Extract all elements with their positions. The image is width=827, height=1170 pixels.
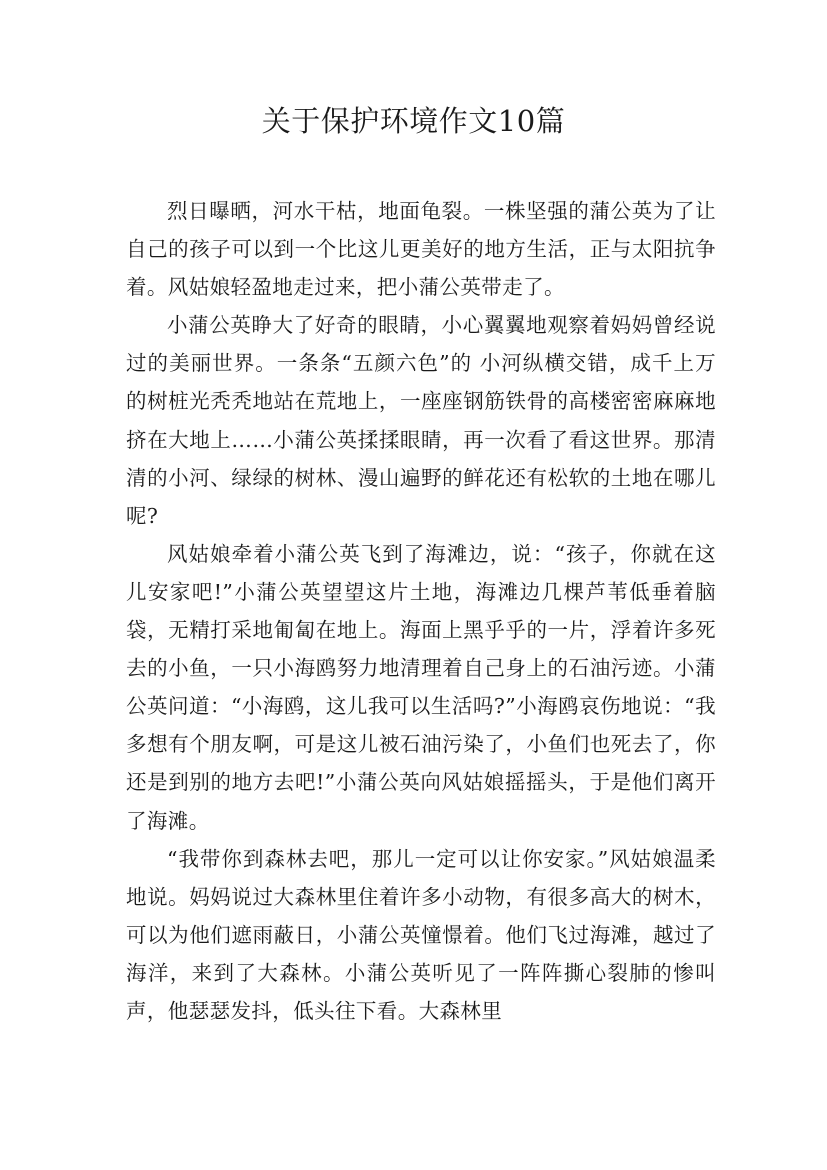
document-body xyxy=(126,192,716,1030)
paragraph: “我带你到森林去吧，那儿一定可以让你安家。”风姑娘温柔地说。妈妈说过大森林里住着许多小动物，有很多高大的树木，可以为他们遮雨蔽日，小蒲公英憧憬着。他们飞过海滩，越过了海洋，来到了大森林。小蒲公英听见了一阵阵撕心裂肺的惨叫声，他瑟瑟发抖，低头往下看。大森林里 xyxy=(126,846,716,1023)
paragraph: 小蒲公英睁大了好奇的眼睛，小心翼翼地观察着妈妈曾经说过的美丽世界。一条条“五颜六色”的 小河纵横交错，成千上万的树桩光秃秃地站在荒地上，一座座钢筋铁骨的高楼密密麻麻地挤在大地上……小蒲公英揉揉眼睛，再一次看了看这世界。那清清的小河、绿绿的树林、漫山遍野的鲜花还有松软的土地在哪儿呢? xyxy=(126,313,716,528)
paragraph: 风姑娘牵着小蒲公英飞到了海滩边，说：“孩子，你就在这儿安家吧!”小蒲公英望望这片土地，海滩边几棵芦苇低垂着脑袋，无精打采地匍匐在地上。海面上黑乎乎的一片，浮着许多死去的小鱼，一只小海鸥努力地清理着自己身上的石油污迹。小蒲公英问道：“小海鸥，这儿我可以生活吗?”小海鸥哀伤地说：“我多想有个朋友啊，可是这儿被石油污染了，小鱼们也死去了，你还是到别的地方去吧!”小蒲公英向风姑娘摇摇头，于是他们离开了海滩。 xyxy=(126,541,716,833)
paragraph: 烈日曝晒，河水干枯，地面龟裂。一株坚强的蒲公英为了让自己的孩子可以到一个比这儿更美好的地方生活，正与太阳抗争着。风姑娘轻盈地走过来，把小蒲公英带走了。 xyxy=(126,199,716,300)
document-title: 关于保护环境作文10篇 xyxy=(261,104,566,138)
